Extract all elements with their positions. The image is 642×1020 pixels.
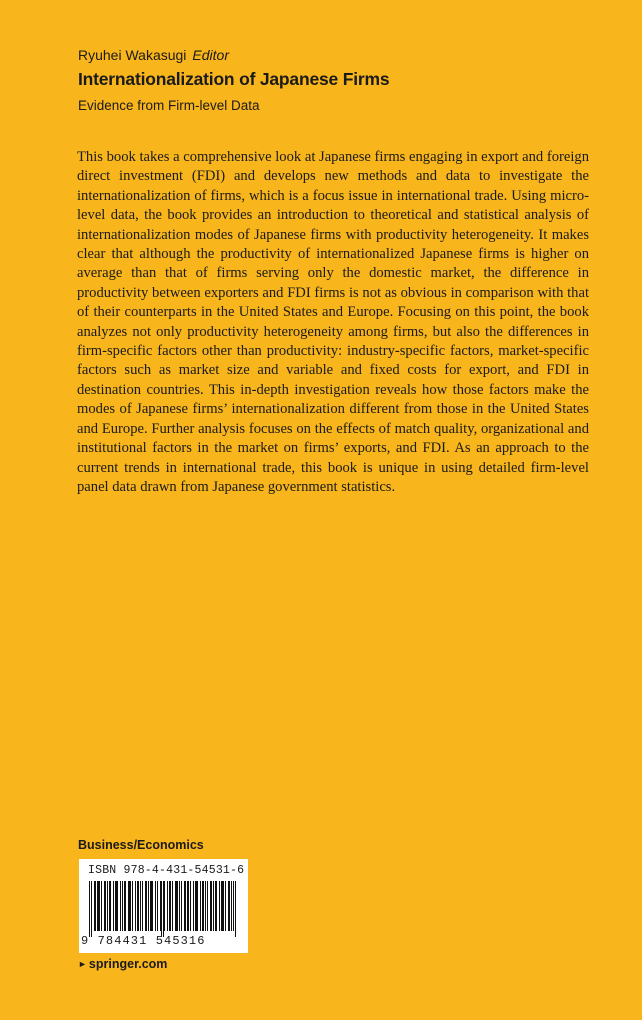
barcode-bar [110, 881, 111, 931]
editor-role: Editor [192, 47, 229, 63]
ean-digits: 9 784431 545316 [81, 934, 206, 948]
barcode-bar [203, 881, 204, 931]
barcode-bar [155, 881, 156, 931]
barcode-bar [175, 881, 176, 931]
barcode-bar [138, 881, 139, 931]
barcode-bar [130, 881, 131, 931]
barcode-bar [152, 881, 153, 931]
barcode-bar [187, 881, 188, 931]
barcode-bar [113, 881, 114, 931]
barcode-bar [223, 881, 224, 931]
barcode-bar [97, 881, 98, 931]
barcode-bar [101, 881, 102, 931]
barcode-bar [202, 881, 203, 931]
barcode-bar [231, 881, 232, 931]
barcode-bar [193, 881, 194, 931]
barcode-bar [142, 881, 143, 931]
barcode-bar [229, 881, 230, 931]
editor-name: Ryuhei Wakasugi [78, 47, 187, 63]
barcode-bar [228, 881, 229, 931]
barcode-bar [213, 881, 214, 931]
arrow-icon: ► [78, 959, 87, 969]
barcode-bar [200, 881, 201, 931]
barcode-bar [215, 881, 216, 931]
barcode-bar [188, 881, 189, 931]
barcode-bar [172, 881, 173, 931]
barcode-bar [190, 881, 191, 931]
barcode-bar [145, 881, 146, 931]
website-text: springer.com [88, 957, 168, 971]
barcode-bar [211, 881, 212, 931]
barcode-bar [116, 881, 117, 931]
barcode-bar [105, 881, 106, 931]
barcode-bar [167, 881, 168, 931]
book-description: This book takes a comprehensive look at Japanese firms engaging in export and foreign direct investment (FDI) and develops new methods and data to investigate the internationalization of firms, which is a focus issue in international trade. Using micro-level data, the book provides an introduction to theoretical and statistical analysis of internationalization modes of Japanese firms with productivity heterogeneity. It makes clear that although the productivity of internationalized Japanese firms is higher on average than that of firms serving only the domestic market, the difference in productivity between exporters and FDI firms is not as obvious in comparison with that of their counterparts in the United States and Europe. Focusing on this point, the book analyzes not only productivity heterogeneity among firms, but also the differences in firm-specific factors other than productivity: industry-specific factors, market-specific factors such as market size and variable and fixed costs for export, and FDI in destination countries. This in-depth investigation reveals how those factors make the modes of Japanese firms’ internationalization different from those in the United States and Europe. Further analysis focuses on the effects of match quality, organizational and institutional factors in the market on firms’ exports, and FDI. As an approach to the current trends in international trade, this book is unique in using detailed firm-level panel data drawn from Japanese government statistics. [77, 149, 589, 495]
barcode-bars [89, 881, 239, 937]
isbn-barcode [79, 859, 248, 953]
barcode-bar [122, 881, 123, 931]
barcode-bar [160, 881, 161, 931]
barcode-bar [170, 881, 171, 931]
barcode-bar [98, 881, 99, 931]
barcode-bar [233, 881, 234, 931]
barcode-bar [104, 881, 105, 931]
barcode-bar [219, 881, 220, 931]
barcode-bar [124, 881, 125, 931]
barcode-bar [128, 881, 129, 931]
barcode-bar [148, 881, 149, 931]
barcode-bar [225, 881, 226, 931]
barcode-bar [146, 881, 147, 931]
barcode-bar [164, 881, 165, 931]
subject-category: Business/Economics [78, 838, 204, 852]
barcode-bar [150, 881, 151, 931]
barcode-bar [157, 881, 158, 931]
editor-line [78, 46, 578, 64]
barcode-bar [109, 881, 110, 931]
barcode-bar [107, 881, 108, 931]
barcode-bar [161, 881, 162, 937]
barcode-bar [140, 881, 141, 931]
isbn-label: ISBN 978-4-431-54531-6 [88, 864, 245, 877]
barcode-bar [117, 881, 118, 931]
publisher-website [78, 957, 167, 971]
barcode-bar [197, 881, 198, 931]
barcode-bar [129, 881, 130, 931]
barcode-bar [89, 881, 90, 937]
barcode-bar [120, 881, 121, 931]
barcode-bar [132, 881, 133, 931]
barcode-bar [181, 881, 182, 931]
barcode-bar [179, 881, 180, 931]
barcode-bar [221, 881, 222, 931]
barcode-bar [169, 881, 170, 931]
cover-header [78, 46, 578, 115]
barcode-bar [195, 881, 196, 931]
barcode-bar [205, 881, 206, 931]
barcode-bar [135, 881, 136, 931]
barcode-bar [99, 881, 100, 931]
barcode-bar [137, 881, 138, 931]
barcode-bar [151, 881, 152, 931]
barcode-bar [125, 881, 126, 931]
barcode-bar [216, 881, 217, 931]
barcode-bar [196, 881, 197, 931]
book-subtitle: Evidence from Firm-level Data [78, 98, 260, 113]
barcode-bar [115, 881, 116, 931]
barcode-bar [235, 881, 236, 937]
barcode-bar [222, 881, 223, 931]
barcode-bar [184, 881, 185, 931]
barcode-bar [91, 881, 92, 937]
barcode-bar [185, 881, 186, 931]
barcode-bar [177, 881, 178, 931]
barcode-bar [163, 881, 164, 937]
book-title: Internationalization of Japanese Firms [78, 69, 390, 89]
barcode-bar [95, 881, 96, 931]
barcode-bar [94, 881, 95, 931]
barcode-bar [176, 881, 177, 931]
barcode-bar [210, 881, 211, 931]
barcode-bar [207, 881, 208, 931]
